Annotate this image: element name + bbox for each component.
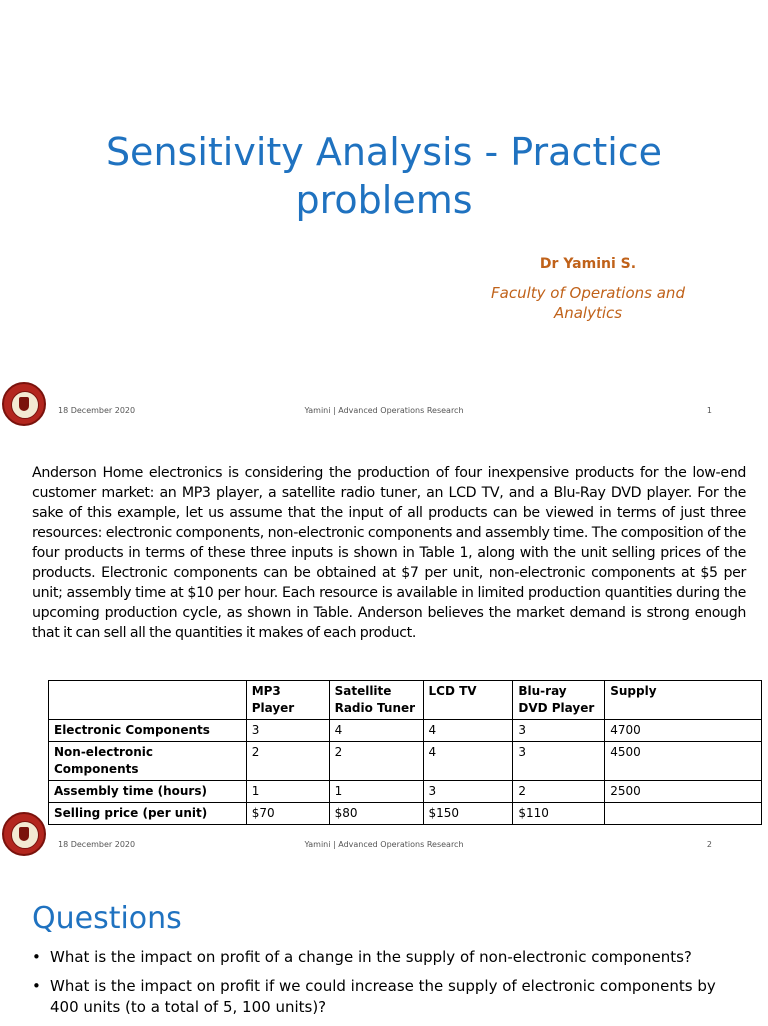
table-row-label: Selling price (per unit): [49, 803, 247, 825]
slide-questions: [0, 867, 768, 1024]
questions-heading: Questions: [32, 901, 182, 936]
table-cell: 3: [246, 720, 329, 742]
table-cell: 4: [423, 720, 513, 742]
table-row: [49, 720, 762, 742]
question-text: What is the impact on profit of a change in the supply of non-electronic components?: [50, 948, 692, 966]
problem-paragraph: Anderson Home electronics is considering the production of four inexpensive products for the low-end customer market: an MP3 player, a satellite radio tuner, an LCD TV, and a Blu-Ray DVD player. For the sake of this example, let us assume that the input of all products can be viewed in terms of just three resources: electronic components, non-electronic components and assembly time. The composition of the four products in terms of these three inputs is shown in Table 1, along with the unit selling prices of the products. Electronic components can be obtained at $7 per unit, non-electronic components at $5 per unit; assembly time at $10 per hour. Each resource is available in limited production quantities during the upcoming production cycle, as shown in Table. Anderson believes the market demand is strong enough that it can sell all the quantities it makes of each product.: [32, 465, 746, 641]
affiliation-line-1: Faculty of Operations and: [491, 284, 685, 302]
table-cell: $80: [329, 803, 423, 825]
slide-problem: [0, 434, 768, 867]
table-header-cell: Supply: [605, 681, 762, 720]
footer-center: Yamini | Advanced Operations Research: [304, 406, 464, 415]
table-cell: 4700: [605, 720, 762, 742]
table-cell: 2: [246, 742, 329, 781]
table-header-cell: Blu-ray DVD Player: [513, 681, 605, 720]
table-header-row: [49, 681, 762, 720]
table-row-label: Assembly time (hours): [49, 781, 247, 803]
table-cell: $150: [423, 803, 513, 825]
footer-date: 18 December 2020: [58, 840, 136, 849]
table-cell: 4: [329, 720, 423, 742]
title-line-2: problems: [295, 178, 473, 222]
table-header-cell: LCD TV: [423, 681, 513, 720]
footer-date: 18 December 2020: [58, 406, 136, 415]
footer-page-number: 2: [706, 840, 712, 849]
table-row: [49, 803, 762, 825]
author-name: Dr Yamini S.: [539, 256, 637, 272]
table-header-cell: [49, 681, 247, 720]
university-seal-icon: [2, 812, 46, 856]
table-row: [49, 742, 762, 781]
footer-center: Yamini | Advanced Operations Research: [304, 840, 464, 849]
bullet-icon: •: [32, 977, 41, 995]
table-cell: 2: [329, 742, 423, 781]
table-cell: 1: [246, 781, 329, 803]
table-cell: 3: [513, 742, 605, 781]
footer-page-number: 1: [706, 406, 712, 415]
list-item: [32, 976, 744, 1018]
table-cell: 4: [423, 742, 513, 781]
table-cell: 4500: [605, 742, 762, 781]
table-header-cell: Satellite Radio Tuner: [329, 681, 423, 720]
table-row: [49, 781, 762, 803]
slide-title: [0, 0, 768, 434]
university-seal-icon: [2, 382, 46, 426]
slide-title-heading: [60, 128, 708, 224]
affiliation-line-2: Analytics: [553, 304, 623, 322]
table-cell: 2: [513, 781, 605, 803]
list-item: [32, 947, 744, 968]
table-cell: $70: [246, 803, 329, 825]
questions-list: [32, 947, 744, 1026]
title-line-1: Sensitivity Analysis - Practice: [105, 130, 663, 174]
bullet-icon: •: [32, 948, 41, 966]
question-text: What is the impact on profit if we could increase the supply of electronic components by 400 units (to a total of 5, 100 units)?: [50, 977, 716, 1016]
table-cell: 1: [329, 781, 423, 803]
author-affiliation: [470, 283, 706, 323]
table-cell: [605, 803, 762, 825]
product-table: [48, 680, 762, 825]
table-cell: $110: [513, 803, 605, 825]
table-row-label: Electronic Components: [49, 720, 247, 742]
table-cell: 2500: [605, 781, 762, 803]
table-header-cell: MP3 Player: [246, 681, 329, 720]
table-cell: 3: [423, 781, 513, 803]
table-row-label: Non-electronic Components: [49, 742, 247, 781]
table-cell: 3: [513, 720, 605, 742]
